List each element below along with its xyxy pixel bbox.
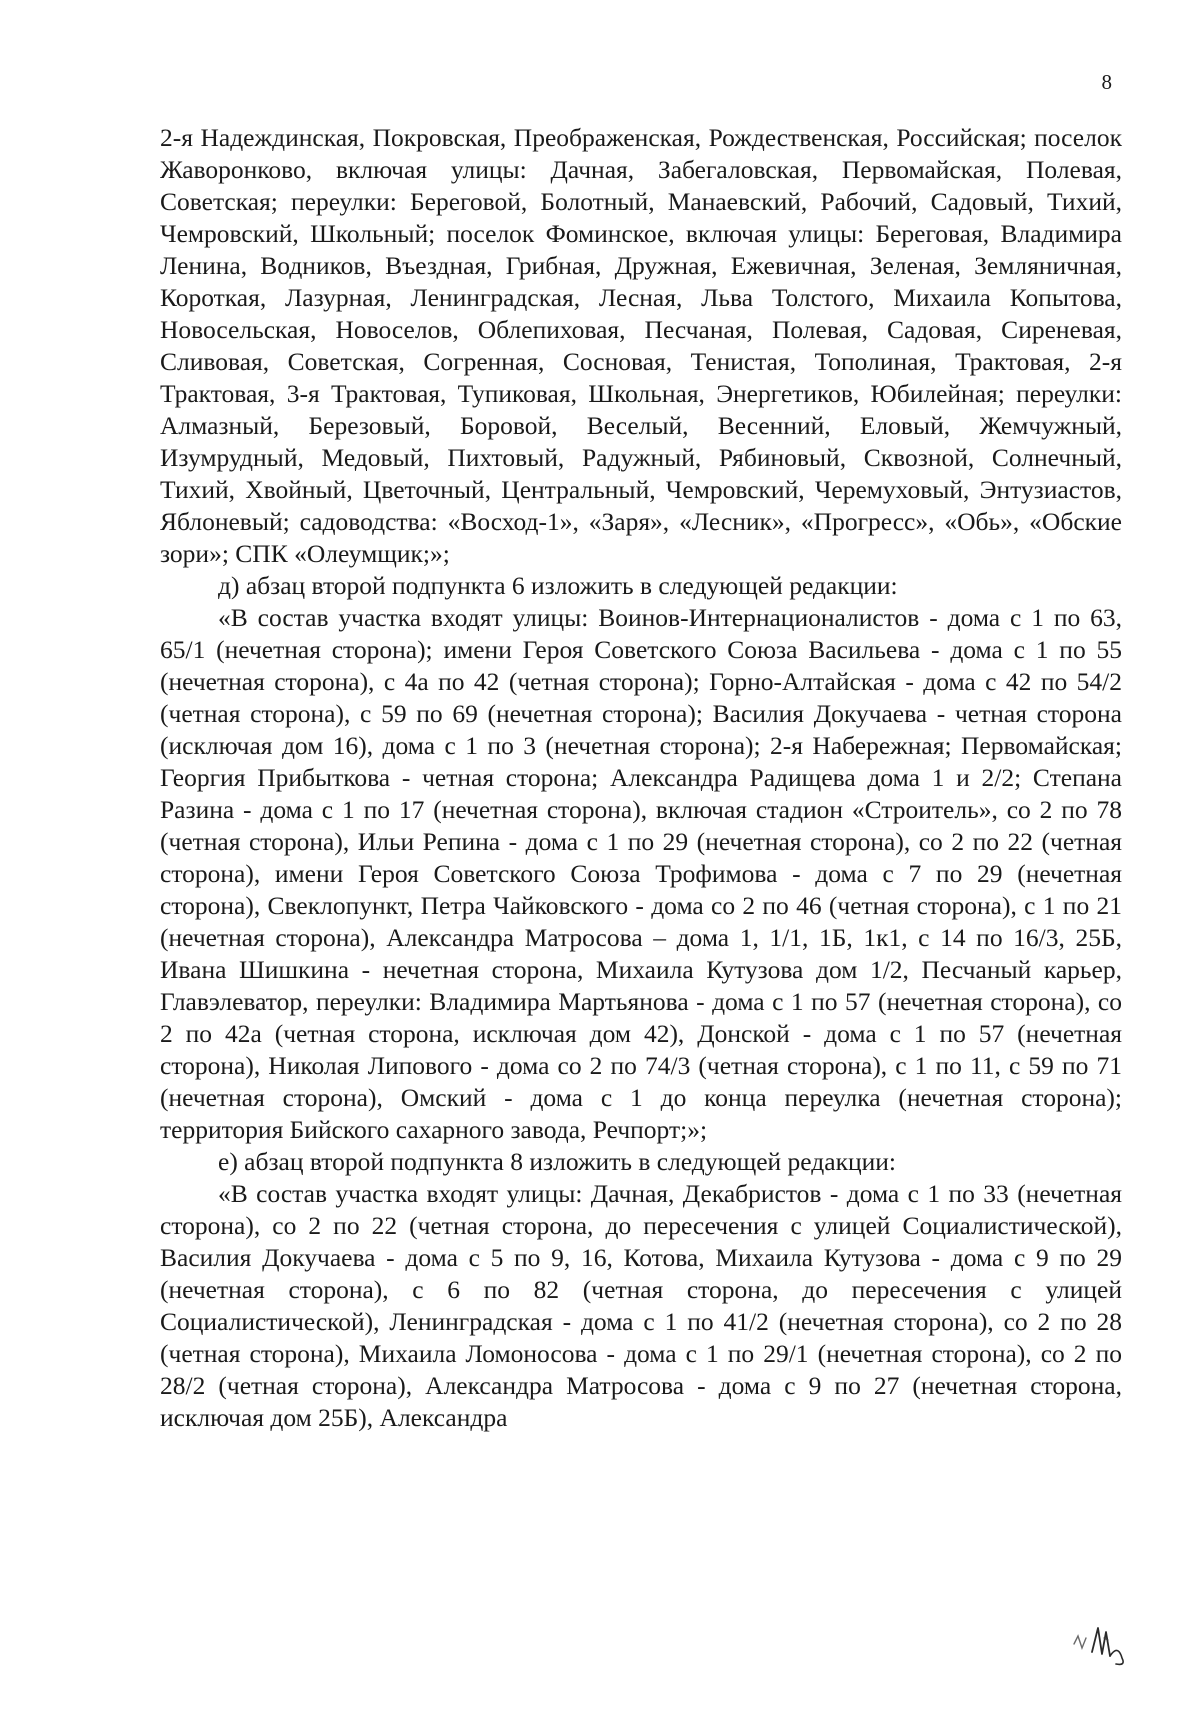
paragraph-amendment-e: е) абзац второй подпункта 8 изложить в следующей редакции: — [218, 1147, 896, 1176]
paragraph-continuation: 2-я Надеждинская, Покровская, Преображенская, Рождественская, Российская; поселок Жаворонково, включая улицы: Дачная, Забегаловская, Первомайская, Полевая, Советская; переулки: Береговой, Болотный, Манаевский, Рабочий, Садовый, Тихий, Чемровский, Школьный; поселок Фоминское, включая улицы: Береговая, Владимира Ленина, Водников, Въездная, Грибная, Дружная, Ежевичная, Зеленая, Земляничная, Короткая, Лазурная, Ленинградская, Лесная, Льва Толстого, Михаила Копытова, Новосельская, Новоселов, Облепиховая, Песчаная, Полевая, Садовая, Сиреневая, Сливовая, Советская, Согренная, Сосновая, Тенистая, Тополиная, Трактовая, 2-я Трактовая, 3-я Трактовая, Тупиковая, Школьная, Энергетиков, Юбилейная; переулки: Алмазный, Березовый, Боровой, Веселый, Весенний, Еловый, Жемчужный, Изумрудный, Медовый, Пихтовый, Радужный, Рябиновый, Сквозной, Солнечный, Тихий, Хвойный, Цветочный, Центральный, Чемровский, Черемуховый, Энтузиастов, Яблоневый; садоводства: «Восход-1», «Заря», «Лесник», «Прогресс», «Обь», «Обские зори»; СПК «Олеумщик;»; — [160, 123, 1122, 568]
paragraph-district-6: «В состав участка входят улицы: Воинов-Интернационалистов - дома с 1 по 63, 65/1 (нечетная сторона); имени Героя Советского Союза Васильева - дома с 1 по 55 (нечетная сторона), с 4а по 42 (четная сторона); Горно-Алтайская - дома с 42 по 54/2 (четная сторона), с 59 по 69 (нечетная сторона); Василия Докучаева - четная сторона (исключая дом 16), дома с 1 по 3 (нечетная сторона); 2-я Набережная; Первомайская; Георгия Прибыткова - четная сторона; Александра Радищева дома 1 и 2/2; Степана Разина - дома с 1 по 17 (нечетная сторона), включая стадион «Строитель», со 2 по 78 (четная сторона), Ильи Репина - дома с 1 по 29 (нечетная сторона), со 2 по 22 (четная сторона), имени Героя Советского Союза Трофимова - дома с 7 по 29 (нечетная сторона), Свеклопункт, Петра Чайковского - дома со 2 по 46 (четная сторона), с 1 по 21 (нечетная сторона), Александра Матросова – дома 1, 1/1, 1Б, 1к1, с 14 по 16/3, 25Б, Ивана Шишкина - нечетная сторона, Михаила Кутузова дом 1/2, Песчаный карьер, Главэлеватор, переулки: Владимира Мартьянова - дома с 1 по 57 (нечетная сторона), со 2 по 42а (четная сторона, исключая дом 42), Донской - дома с 1 по 57 (нечетная сторона), Николая Липового - дома со 2 по 74/3 (четная сторона), с 1 по 11, с 59 по 71 (нечетная сторона), Омский - дома с 1 до конца переулка (нечетная сторона); территория Бийского сахарного завода, Речпорт;»; — [160, 603, 1122, 1144]
paragraph-district-8: «В состав участка входят улицы: Дачная, Декабристов - дома с 1 по 33 (нечетная сторона), со 2 по 22 (четная сторона, до пересечения с улицей Социалистической), Василия Докучаева - дома с 5 по 9, 16, Котова, Михаила Кутузова - дома с 9 по 29 (нечетная сторона), с 6 по 82 (четная сторона, до пересечения с улицей Социалистической), Ленинградская - дома с 1 по 41/2 (нечетная сторона), со 2 по 28 (четная сторона), Михаила Ломоносова - дома с 1 по 29/1 (нечетная сторона), со 2 по 28/2 (четная сторона), Александра Матросова - дома с 9 по 27 (нечетная сторона, исключая дом 25Б), Александра — [160, 1179, 1122, 1432]
page-number: 8 — [1101, 70, 1112, 94]
document-body — [160, 122, 1122, 1434]
handwritten-initials-signature — [1066, 1614, 1146, 1674]
paragraph-amendment-d: д) абзац второй подпункта 6 изложить в следующей редакции: — [218, 571, 898, 600]
